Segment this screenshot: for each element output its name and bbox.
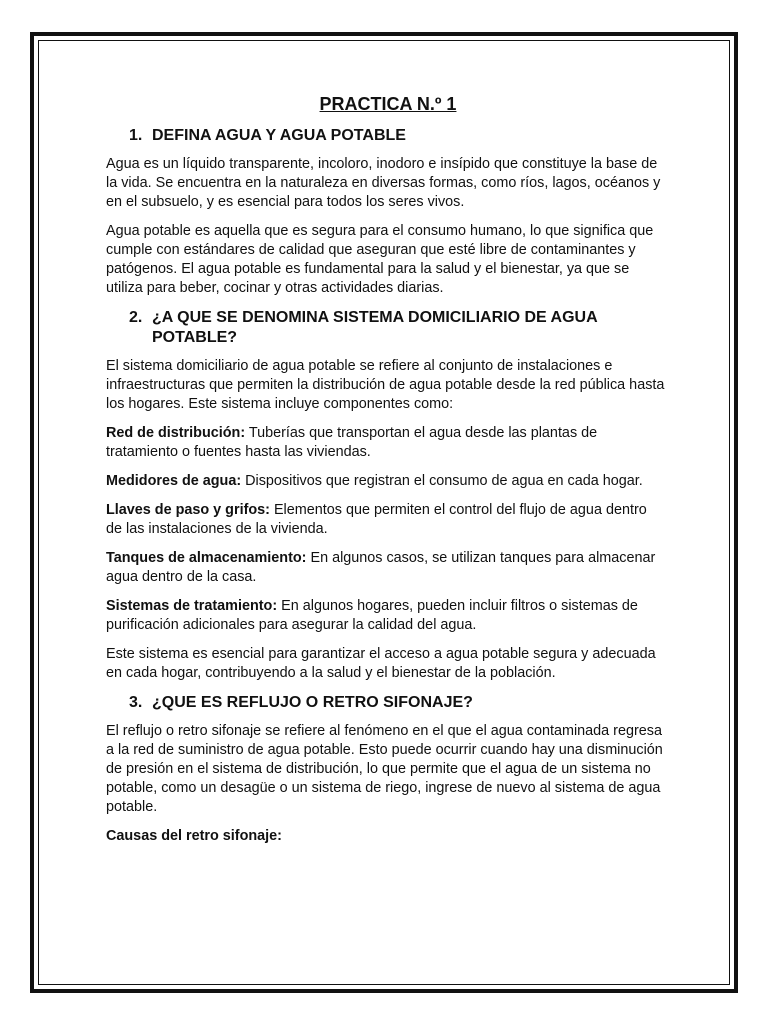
document-body [106, 93, 666, 856]
section-1-number: 1. [129, 127, 143, 144]
component-desc: Elementos que permiten el control del flujo de agua dentro de las instalaciones de la vivienda. [106, 502, 647, 537]
component-desc: En algunos hogares, pueden incluir filtros o sistemas de purificación adicionales para asegurar la calidad del agua. [106, 598, 638, 633]
component-term: Llaves de paso y grifos: [106, 502, 270, 518]
section-3-title: ¿QUE ES REFLUJO O RETRO SIFONAJE? [152, 694, 473, 711]
component-term: Sistemas de tratamiento: [106, 598, 278, 614]
section-3-subheading-text: Causas del retro sifonaje: [106, 828, 282, 844]
section-2-closing: Este sistema es esencial para garantizar el acceso a agua potable segura y adecuada en cada hogar, contribuyendo a la salud y el bienestar de la población. [106, 646, 656, 681]
section-2-title: ¿A QUE SE DENOMINA SISTEMA DOMICILIARIO DE AGUA POTABLE? [152, 309, 598, 346]
section-3-subheading [106, 827, 666, 846]
section-2-number: 2. [129, 309, 143, 326]
section-3-paragraph-1: El reflujo o retro sifonaje se refiere al fenómeno en el que el agua contaminada regresa a la red de suministro de agua potable. Esto puede ocurrir cuando hay una disminución de presión en el sistema de distribución, lo que permite que el agua de un sistema no potable, como un desagüe o un sistema de riego, ingrese de nuevo al sistema de agua potable. [106, 723, 663, 815]
component-term: Tanques de almacenamiento: [106, 550, 307, 566]
component-llaves [106, 501, 666, 539]
section-2-intro: El sistema domiciliario de agua potable se refiere al conjunto de instalaciones e infraestructuras que permiten la distribución de agua potable desde la red pública hasta los hogares. Este sistema incluye componentes como: [106, 358, 665, 412]
component-desc: En algunos casos, se utilizan tanques para almacenar agua dentro de la casa. [106, 550, 656, 585]
section-1-paragraph-1: Agua es un líquido transparente, incoloro, inodoro e insípido que constituye la base de la vida. Se encuentra en la naturaleza en diversas formas, como ríos, lagos, océanos y en el subsuelo, y es esencial para todos los seres vivos. [106, 156, 661, 210]
section-1-paragraph-2: Agua potable es aquella que es segura para el consumo humano, lo que significa que cumple con estándares de calidad que aseguran que esté libre de contaminantes y patógenos. El agua potable es fundamental para la salud y el bienestar, ya que se utiliza para beber, cocinar y otras actividades diarias. [106, 223, 654, 296]
component-desc: Dispositivos que registran el consumo de agua en cada hogar. [241, 473, 643, 489]
component-sistemas-tratamiento [106, 597, 666, 635]
component-desc: Tuberías que transportan el agua desde las plantas de tratamiento o fuentes hasta las viviendas. [106, 425, 598, 460]
section-1-title: DEFINA AGUA Y AGUA POTABLE [152, 127, 406, 144]
component-term: Medidores de agua: [106, 473, 242, 489]
section-2-heading [106, 308, 666, 348]
component-tanques [106, 549, 666, 587]
component-term: Red de distribución: [106, 425, 246, 441]
section-1-heading [106, 126, 666, 146]
section-3-number: 3. [129, 694, 143, 711]
component-red-distribucion [106, 424, 666, 462]
component-medidores [106, 472, 666, 491]
document-title: PRACTICA N.º 1 [319, 94, 457, 114]
section-3-heading [106, 693, 666, 713]
